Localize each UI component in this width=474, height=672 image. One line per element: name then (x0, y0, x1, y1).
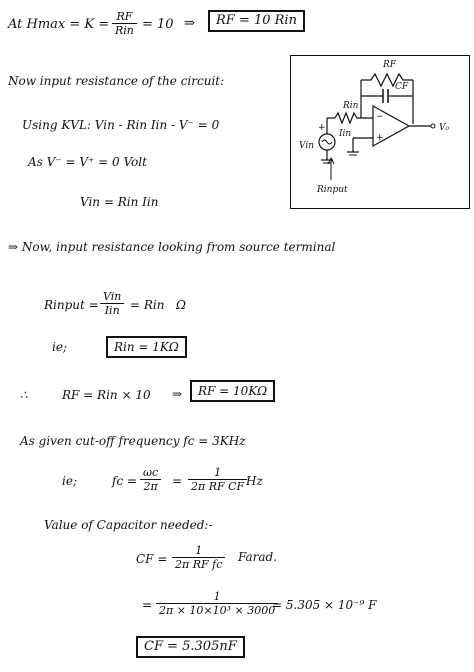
therefore-symbol: ∴ (20, 388, 28, 402)
iin-label: Iin (339, 129, 352, 139)
vin-label: Vin (299, 141, 315, 151)
one-over-2pi-rf-cf-fraction (188, 466, 247, 493)
ohm-unit: Ω (176, 298, 186, 312)
hz-unit: Hz (246, 474, 263, 488)
ie-label: ie; (52, 340, 67, 354)
rinput-label: Rinput (317, 185, 348, 195)
input-resistance-heading: Now input resistance of the circuit: (8, 74, 225, 88)
vo-label: V₀ (439, 123, 450, 133)
fc-lhs: fc = (112, 474, 138, 488)
fraction-denominator: Iin (104, 304, 120, 317)
cf-label: CF (395, 82, 409, 92)
fraction-denominator: 2π RF CF (191, 480, 245, 493)
equals-sign: = (172, 474, 183, 488)
rin-resistor (335, 113, 373, 123)
inverting-input-sign: − (376, 112, 384, 122)
hmax-text: At Hmax = K = (8, 17, 110, 32)
source-plus-sign: + (318, 123, 326, 133)
fraction-denominator: Rin (115, 24, 134, 37)
kvl-equation: Using KVL: Vin - Rin Iin - V⁻ = 0 (22, 118, 220, 132)
implies-arrow: ⇒ (172, 387, 183, 401)
rf-10k-box: RF = 10KΩ (190, 380, 275, 402)
cf-numeric-result: = 5.305 × 10⁻⁹ F (272, 598, 377, 612)
farad-unit: Farad. (238, 550, 278, 564)
fraction-denominator: 2π × 10×10³ × 3000 (159, 604, 276, 617)
numeric-substitution-fraction (156, 590, 278, 617)
fraction-numerator: 1 (188, 466, 247, 480)
implies-arrow: ⇒ (184, 16, 195, 31)
capacitor-needed-heading: Value of Capacitor needed:- (44, 518, 213, 532)
cutoff-frequency-statement: As given cut-off frequency fc = 3KHz (20, 434, 246, 448)
cf-lhs: CF = (136, 552, 168, 566)
rin-label: Rin (343, 101, 359, 111)
fraction-numerator: RF (112, 10, 137, 24)
fraction-numerator: ωc (140, 466, 161, 480)
fraction-numerator: 1 (156, 590, 278, 604)
fraction-denominator: 2π RF fc (175, 558, 223, 571)
virtual-ground-statement: As V⁻ = V⁺ = 0 Volt (28, 155, 147, 169)
fraction-numerator: 1 (172, 544, 225, 558)
equals-sign: = (142, 598, 153, 612)
fraction-denominator: 2π (143, 480, 158, 493)
rf-equals-10rin-box: RF = 10 Rin (208, 10, 305, 32)
omega-over-2pi-fraction (140, 466, 161, 493)
ie-label: ie; (62, 474, 77, 488)
cf-final-answer-box: CF = 5.305nF (136, 636, 245, 658)
vin-over-iin-fraction (100, 290, 124, 317)
fraction-numerator: Vin (100, 290, 124, 304)
output-terminal (431, 124, 435, 128)
inverting-amplifier-circuit (290, 55, 470, 209)
vin-equation: Vin = Rin Iin (80, 195, 159, 209)
rinput-rhs: = Rin (130, 298, 165, 312)
equals-ten: = 10 (142, 17, 174, 32)
rf-label: RF (383, 60, 397, 70)
noninverting-input-sign: + (376, 133, 384, 143)
source-terminal-statement: ⇒ Now, input resistance looking from source terminal (8, 240, 336, 254)
rinput-lhs: Rinput = (44, 298, 99, 312)
circuit-svg (291, 56, 469, 208)
rf-calc-expression: RF = Rin × 10 (62, 388, 151, 402)
rin-1k-box: Rin = 1KΩ (106, 336, 187, 358)
rf-over-rin-fraction (112, 10, 137, 37)
one-over-2pi-rf-fc-fraction (172, 544, 225, 571)
